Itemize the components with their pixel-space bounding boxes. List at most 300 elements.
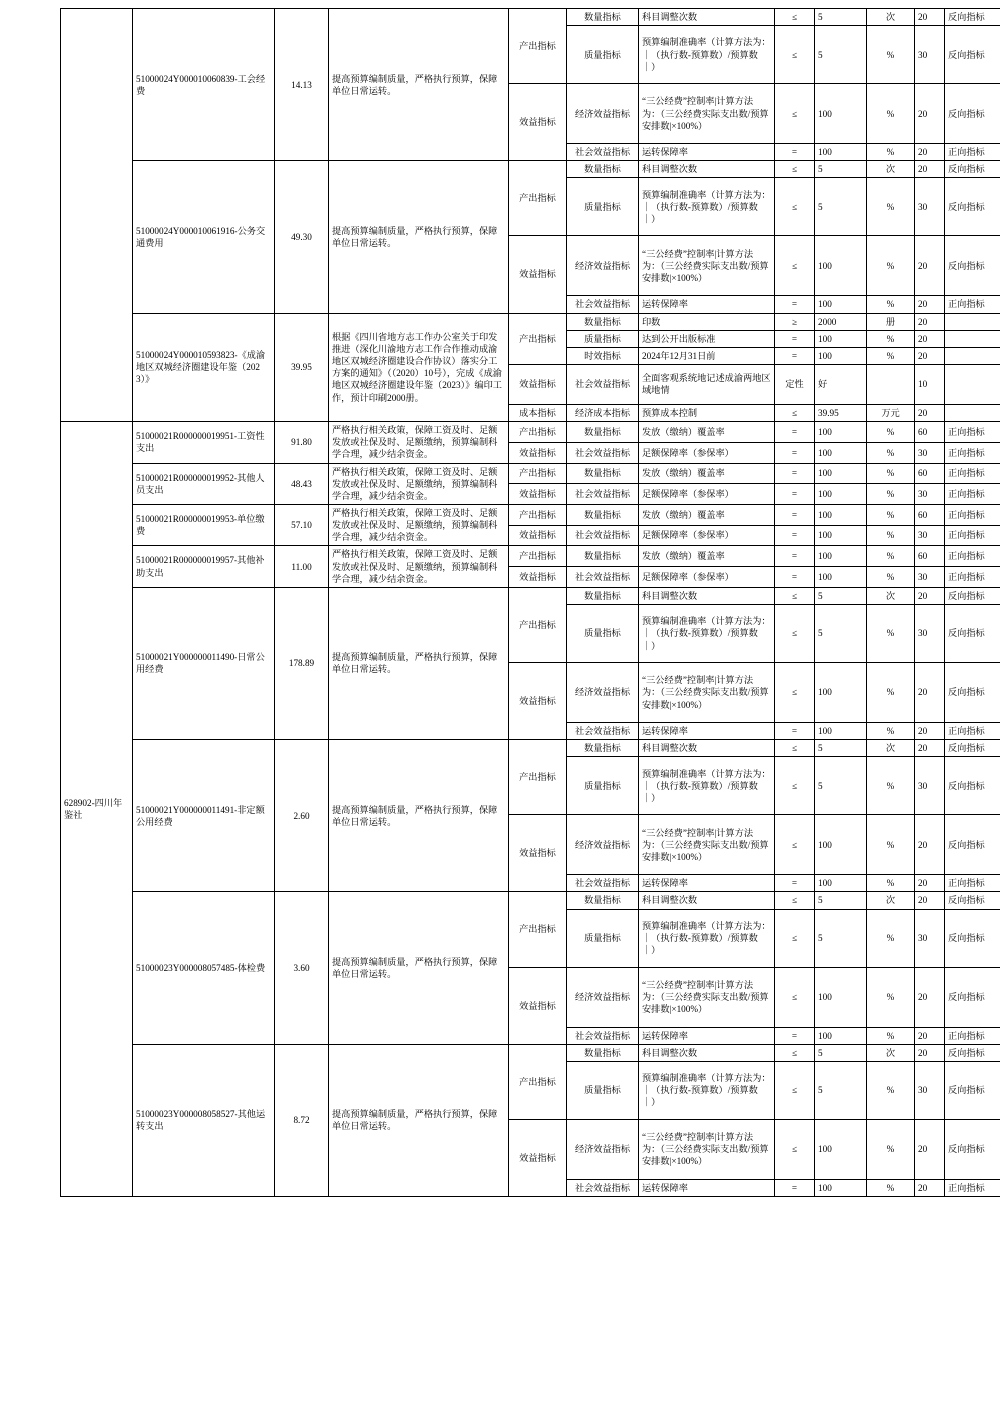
indicator-level2-cell: 数量指标 [567, 587, 639, 604]
indicator-unit-cell: % [867, 1119, 915, 1179]
indicator-unit-cell: 次 [867, 9, 915, 26]
project-goal-cell: 提高预算编制质量，严格执行预算，保障单位日常运转。 [329, 892, 509, 1044]
indicator-value-cell: 5 [815, 587, 867, 604]
indicator-symbol-cell: = [775, 442, 815, 463]
table-row [61, 313, 1000, 330]
organization-cell-blank [61, 9, 133, 422]
indicator-direction-cell: 正向指标 [945, 875, 1000, 892]
indicator-direction-cell: 反向指标 [945, 740, 1000, 757]
performance-indicator-table [60, 8, 1000, 1197]
indicator-level1-cell: 产出指标 [509, 504, 567, 525]
indicator-score-cell: 30 [915, 484, 945, 505]
indicator-direction-cell: 正向指标 [945, 722, 1000, 739]
indicator-value-cell: 5 [815, 1061, 867, 1119]
indicator-name-cell: 运转保障率 [639, 144, 775, 161]
organization-cell: 628902-四川年鉴社 [61, 422, 133, 1197]
project-goal-cell: 提高预算编制质量，严格执行预算，保障单位日常运转。 [329, 1044, 509, 1196]
indicator-direction-cell: 正向指标 [945, 1179, 1000, 1196]
project-code-cell: 51000021R000000019957-其他补助支出 [133, 546, 275, 587]
indicator-score-cell: 30 [915, 1061, 945, 1119]
project-code-cell: 51000024Y000010060839-工会经费 [133, 9, 275, 161]
indicator-symbol-cell: ≤ [775, 9, 815, 26]
indicator-level1-cell: 效益指标 [509, 662, 567, 739]
indicator-level1-cell: 效益指标 [509, 1119, 567, 1196]
indicator-name-cell: 运转保障率 [639, 722, 775, 739]
indicator-level1-cell: 效益指标 [509, 442, 567, 463]
indicator-score-cell: 30 [915, 178, 945, 236]
indicator-score-cell: 20 [915, 84, 945, 144]
indicator-symbol-cell: = [775, 484, 815, 505]
indicator-name-cell: 预算编制准确率（计算方法为：｜（执行数-预算数）/预算数｜） [639, 178, 775, 236]
indicator-level1-cell: 产出指标 [509, 546, 567, 567]
indicator-unit-cell: % [867, 1179, 915, 1196]
project-code-cell: 51000021R000000019951-工资性支出 [133, 422, 275, 463]
indicator-unit-cell [867, 364, 915, 404]
indicator-symbol-cell: ≤ [775, 892, 815, 909]
indicator-score-cell: 20 [915, 1027, 945, 1044]
indicator-level2-cell: 社会效益指标 [567, 1179, 639, 1196]
table-row [61, 892, 1000, 909]
indicator-name-cell: 科目调整次数 [639, 161, 775, 178]
indicator-level2-cell: 质量指标 [567, 604, 639, 662]
table-row [61, 546, 1000, 567]
indicator-direction-cell: 正向指标 [945, 504, 1000, 525]
project-amount-cell: 2.60 [275, 740, 329, 892]
indicator-score-cell: 10 [915, 364, 945, 404]
table-row [61, 1044, 1000, 1061]
indicator-score-cell: 20 [915, 815, 945, 875]
indicator-unit-cell: 次 [867, 587, 915, 604]
project-code-cell: 51000021R000000019952-其他人员支出 [133, 463, 275, 504]
indicator-direction-cell [945, 404, 1000, 421]
indicator-direction-cell: 反向指标 [945, 909, 1000, 967]
indicator-name-cell: 发放（缴纳）覆盖率 [639, 422, 775, 443]
indicator-level2-cell: 时效指标 [567, 347, 639, 364]
indicator-level2-cell: 社会效益指标 [567, 144, 639, 161]
indicator-unit-cell: % [867, 330, 915, 347]
indicator-name-cell: 足额保障率（参保率） [639, 567, 775, 588]
project-amount-cell: 57.10 [275, 504, 329, 545]
indicator-symbol-cell: ≤ [775, 1044, 815, 1061]
indicator-name-cell: 科目调整次数 [639, 740, 775, 757]
indicator-unit-cell: % [867, 84, 915, 144]
indicator-score-cell: 20 [915, 144, 945, 161]
indicator-symbol-cell: = [775, 296, 815, 313]
indicator-level2-cell: 社会效益指标 [567, 722, 639, 739]
indicator-direction-cell: 正向指标 [945, 1027, 1000, 1044]
table-row [61, 587, 1000, 604]
indicator-value-cell: 100 [815, 330, 867, 347]
indicator-value-cell: 100 [815, 546, 867, 567]
indicator-score-cell: 20 [915, 347, 945, 364]
project-code-cell: 51000024Y000010061916-公务交通费用 [133, 161, 275, 313]
indicator-unit-cell: 次 [867, 740, 915, 757]
indicator-direction-cell: 正向指标 [945, 442, 1000, 463]
project-code-cell: 51000021Y000000011490-日常公用经费 [133, 587, 275, 739]
indicator-name-cell: 预算编制准确率（计算方法为：｜（执行数-预算数）/预算数｜） [639, 26, 775, 84]
indicator-level2-cell: 数量指标 [567, 504, 639, 525]
indicator-score-cell: 20 [915, 587, 945, 604]
indicator-name-cell: 运转保障率 [639, 1179, 775, 1196]
indicator-level1-cell: 产出指标 [509, 9, 567, 84]
indicator-value-cell: 100 [815, 296, 867, 313]
indicator-name-cell: “三公经费”控制率|计算方法为：（三公经费实际支出数/预算安排数|×100%） [639, 662, 775, 722]
indicator-level2-cell: 经济效益指标 [567, 236, 639, 296]
indicator-name-cell: 科目调整次数 [639, 9, 775, 26]
indicator-score-cell: 30 [915, 567, 945, 588]
indicator-unit-cell: % [867, 662, 915, 722]
indicator-symbol-cell: ≤ [775, 604, 815, 662]
indicator-level2-cell: 经济效益指标 [567, 662, 639, 722]
indicator-symbol-cell: = [775, 347, 815, 364]
indicator-direction-cell [945, 313, 1000, 330]
indicator-score-cell: 60 [915, 546, 945, 567]
indicator-name-cell: 预算编制准确率（计算方法为：｜（执行数-预算数）/预算数｜） [639, 1061, 775, 1119]
table-row [61, 9, 1000, 26]
indicator-direction-cell: 反向指标 [945, 161, 1000, 178]
project-amount-cell: 91.80 [275, 422, 329, 463]
indicator-value-cell: 5 [815, 740, 867, 757]
indicator-value-cell: 100 [815, 422, 867, 443]
project-goal-cell: 严格执行相关政策，保障工资及时、足额发放或社保及时、足额缴纳，预算编制科学合理，减少结余资金。 [329, 422, 509, 463]
indicator-level2-cell: 数量指标 [567, 546, 639, 567]
indicator-score-cell: 20 [915, 967, 945, 1027]
indicator-symbol-cell: = [775, 875, 815, 892]
indicator-direction-cell: 正向指标 [945, 422, 1000, 443]
indicator-name-cell: 发放（缴纳）覆盖率 [639, 463, 775, 484]
indicator-name-cell: “三公经费”控制率|计算方法为：（三公经费实际支出数/预算安排数|×100%） [639, 236, 775, 296]
indicator-symbol-cell: ≤ [775, 404, 815, 421]
indicator-value-cell: 39.95 [815, 404, 867, 421]
indicator-unit-cell: 次 [867, 1044, 915, 1061]
indicator-level2-cell: 经济效益指标 [567, 84, 639, 144]
table-row [61, 463, 1000, 484]
indicator-score-cell: 20 [915, 1044, 945, 1061]
indicator-direction-cell: 反向指标 [945, 587, 1000, 604]
project-code-cell: 51000023Y000008058527-其他运转支出 [133, 1044, 275, 1196]
indicator-level1-cell: 产出指标 [509, 1044, 567, 1119]
indicator-direction-cell [945, 364, 1000, 404]
indicator-name-cell: 足额保障率（参保率） [639, 442, 775, 463]
indicator-symbol-cell: ≤ [775, 236, 815, 296]
indicator-value-cell: 5 [815, 26, 867, 84]
indicator-direction-cell: 反向指标 [945, 1061, 1000, 1119]
indicator-value-cell: 5 [815, 1044, 867, 1061]
indicator-unit-cell: % [867, 1027, 915, 1044]
indicator-value-cell: 100 [815, 1119, 867, 1179]
project-amount-cell: 14.13 [275, 9, 329, 161]
indicator-level2-cell: 质量指标 [567, 757, 639, 815]
project-goal-cell: 严格执行相关政策，保障工资及时、足额发放或社保及时、足额缴纳，预算编制科学合理，减少结余资金。 [329, 504, 509, 545]
indicator-score-cell: 30 [915, 604, 945, 662]
indicator-symbol-cell: ≤ [775, 909, 815, 967]
indicator-direction-cell: 反向指标 [945, 662, 1000, 722]
project-amount-cell: 48.43 [275, 463, 329, 504]
indicator-name-cell: 达到公开出版标准 [639, 330, 775, 347]
indicator-direction-cell: 反向指标 [945, 178, 1000, 236]
indicator-score-cell: 30 [915, 525, 945, 546]
indicator-level2-cell: 社会效益指标 [567, 296, 639, 313]
indicator-direction-cell: 反向指标 [945, 9, 1000, 26]
indicator-level1-cell: 产出指标 [509, 892, 567, 967]
indicator-level1-cell: 产出指标 [509, 587, 567, 662]
indicator-value-cell: 100 [815, 347, 867, 364]
indicator-symbol-cell: = [775, 546, 815, 567]
indicator-score-cell: 20 [915, 740, 945, 757]
indicator-name-cell: 发放（缴纳）覆盖率 [639, 504, 775, 525]
indicator-level2-cell: 社会效益指标 [567, 567, 639, 588]
indicator-direction-cell [945, 347, 1000, 364]
indicator-symbol-cell: ≤ [775, 757, 815, 815]
indicator-unit-cell: % [867, 909, 915, 967]
indicator-score-cell: 20 [915, 662, 945, 722]
indicator-direction-cell: 反向指标 [945, 815, 1000, 875]
indicator-name-cell: 科目调整次数 [639, 1044, 775, 1061]
indicator-level2-cell: 数量指标 [567, 1044, 639, 1061]
indicator-unit-cell: % [867, 967, 915, 1027]
indicator-level2-cell: 质量指标 [567, 909, 639, 967]
indicator-symbol-cell: = [775, 722, 815, 739]
indicator-unit-cell: 次 [867, 161, 915, 178]
indicator-unit-cell: 万元 [867, 404, 915, 421]
indicator-level1-cell: 效益指标 [509, 967, 567, 1044]
indicator-unit-cell: % [867, 422, 915, 443]
indicator-name-cell: 运转保障率 [639, 1027, 775, 1044]
indicator-direction-cell: 正向指标 [945, 463, 1000, 484]
indicator-score-cell: 20 [915, 722, 945, 739]
indicator-unit-cell: % [867, 484, 915, 505]
indicator-symbol-cell: = [775, 1027, 815, 1044]
indicator-level2-cell: 数量指标 [567, 463, 639, 484]
indicator-symbol-cell: ≤ [775, 26, 815, 84]
indicator-level2-cell: 社会效益指标 [567, 484, 639, 505]
indicator-name-cell: 预算编制准确率（计算方法为：｜（执行数-预算数）/预算数｜） [639, 757, 775, 815]
indicator-symbol-cell: ≤ [775, 84, 815, 144]
project-goal-cell: 提高预算编制质量，严格执行预算，保障单位日常运转。 [329, 587, 509, 739]
indicator-unit-cell: % [867, 525, 915, 546]
indicator-value-cell: 100 [815, 967, 867, 1027]
table-body [61, 9, 1000, 1197]
indicator-level2-cell: 数量指标 [567, 422, 639, 443]
indicator-level2-cell: 数量指标 [567, 9, 639, 26]
project-goal-cell: 提高预算编制质量，严格执行预算，保障单位日常运转。 [329, 9, 509, 161]
indicator-level2-cell: 经济效益指标 [567, 815, 639, 875]
indicator-value-cell: 100 [815, 463, 867, 484]
indicator-name-cell: 印数 [639, 313, 775, 330]
indicator-level2-cell: 经济效益指标 [567, 967, 639, 1027]
indicator-level1-cell: 产出指标 [509, 313, 567, 364]
indicator-value-cell: 5 [815, 909, 867, 967]
indicator-level1-cell: 效益指标 [509, 567, 567, 588]
project-code-cell: 51000021R000000019953-单位缴费 [133, 504, 275, 545]
indicator-level1-cell: 效益指标 [509, 525, 567, 546]
project-goal-cell: 提高预算编制质量，严格执行预算，保障单位日常运转。 [329, 740, 509, 892]
indicator-unit-cell: % [867, 442, 915, 463]
indicator-name-cell: “三公经费”控制率|计算方法为：（三公经费实际支出数/预算安排数|×100%） [639, 967, 775, 1027]
indicator-score-cell: 60 [915, 504, 945, 525]
indicator-symbol-cell: = [775, 422, 815, 443]
indicator-level2-cell: 经济成本指标 [567, 404, 639, 421]
indicator-score-cell: 20 [915, 296, 945, 313]
indicator-value-cell: 100 [815, 236, 867, 296]
indicator-level2-cell: 数量指标 [567, 892, 639, 909]
indicator-value-cell: 100 [815, 815, 867, 875]
project-amount-cell: 8.72 [275, 1044, 329, 1196]
indicator-direction-cell: 反向指标 [945, 892, 1000, 909]
indicator-value-cell: 100 [815, 504, 867, 525]
indicator-symbol-cell: = [775, 525, 815, 546]
indicator-score-cell: 20 [915, 9, 945, 26]
indicator-direction-cell: 正向指标 [945, 296, 1000, 313]
project-amount-cell: 178.89 [275, 587, 329, 739]
project-code-cell: 51000023Y000008057485-体检费 [133, 892, 275, 1044]
indicator-direction-cell: 反向指标 [945, 1119, 1000, 1179]
indicator-direction-cell: 反向指标 [945, 604, 1000, 662]
indicator-value-cell: 100 [815, 144, 867, 161]
project-amount-cell: 11.00 [275, 546, 329, 587]
indicator-symbol-cell: = [775, 330, 815, 347]
indicator-unit-cell: % [867, 178, 915, 236]
indicator-name-cell: “三公经费”控制率|计算方法为：（三公经费实际支出数/预算安排数|×100%） [639, 1119, 775, 1179]
table-row [61, 161, 1000, 178]
project-goal-cell: 严格执行相关政策，保障工资及时、足额发放或社保及时、足额缴纳，预算编制科学合理，减少结余资金。 [329, 463, 509, 504]
indicator-value-cell: 100 [815, 1027, 867, 1044]
indicator-value-cell: 100 [815, 875, 867, 892]
indicator-value-cell: 100 [815, 525, 867, 546]
indicator-symbol-cell: ≤ [775, 1061, 815, 1119]
project-goal-cell: 根据《四川省地方志工作办公室关于印发推进（深化川渝地方志工作合作推动成渝地区双城经济圈建设合作协议）落实分工方案的通知》（（2020）10号），完成《成渝地区双城经济圈建设年鉴（2023）》编印工作，预计印刷2000册。 [329, 313, 509, 422]
indicator-score-cell: 60 [915, 463, 945, 484]
indicator-score-cell: 30 [915, 26, 945, 84]
indicator-name-cell: 运转保障率 [639, 875, 775, 892]
indicator-level2-cell: 社会效益指标 [567, 364, 639, 404]
table-row [61, 422, 1000, 443]
indicator-score-cell: 20 [915, 161, 945, 178]
indicator-name-cell: 发放（缴纳）覆盖率 [639, 546, 775, 567]
indicator-symbol-cell: ≤ [775, 967, 815, 1027]
indicator-level1-cell: 效益指标 [509, 484, 567, 505]
indicator-unit-cell: 册 [867, 313, 915, 330]
indicator-score-cell: 20 [915, 875, 945, 892]
indicator-symbol-cell: = [775, 144, 815, 161]
indicator-score-cell: 30 [915, 757, 945, 815]
indicator-value-cell: 5 [815, 604, 867, 662]
indicator-name-cell: 全面客观系统地记述成渝两地区域地情 [639, 364, 775, 404]
indicator-direction-cell: 正向指标 [945, 525, 1000, 546]
indicator-value-cell: 5 [815, 892, 867, 909]
indicator-symbol-cell: ≥ [775, 313, 815, 330]
indicator-value-cell: 100 [815, 567, 867, 588]
table-row [61, 740, 1000, 757]
indicator-name-cell: 预算成本控制 [639, 404, 775, 421]
indicator-value-cell: 5 [815, 9, 867, 26]
indicator-score-cell: 30 [915, 442, 945, 463]
indicator-direction-cell: 反向指标 [945, 236, 1000, 296]
indicator-level2-cell: 质量指标 [567, 330, 639, 347]
project-code-cell: 51000021Y000000011491-非定额公用经费 [133, 740, 275, 892]
indicator-symbol-cell: ≤ [775, 740, 815, 757]
indicator-unit-cell: % [867, 604, 915, 662]
indicator-symbol-cell: ≤ [775, 815, 815, 875]
indicator-value-cell: 5 [815, 178, 867, 236]
project-amount-cell: 3.60 [275, 892, 329, 1044]
indicator-level2-cell: 质量指标 [567, 1061, 639, 1119]
indicator-value-cell: 100 [815, 722, 867, 739]
indicator-level1-cell: 效益指标 [509, 364, 567, 404]
indicator-level1-cell: 产出指标 [509, 422, 567, 443]
indicator-level2-cell: 数量指标 [567, 740, 639, 757]
indicator-direction-cell: 反向指标 [945, 26, 1000, 84]
project-goal-cell: 提高预算编制质量，严格执行预算，保障单位日常运转。 [329, 161, 509, 313]
indicator-symbol-cell: ≤ [775, 161, 815, 178]
indicator-direction-cell: 反向指标 [945, 84, 1000, 144]
indicator-value-cell: 100 [815, 84, 867, 144]
indicator-symbol-cell: ≤ [775, 662, 815, 722]
indicator-unit-cell: % [867, 296, 915, 313]
indicator-value-cell: 5 [815, 161, 867, 178]
indicator-unit-cell: % [867, 504, 915, 525]
indicator-unit-cell: % [867, 144, 915, 161]
indicator-value-cell: 好 [815, 364, 867, 404]
indicator-level1-cell: 效益指标 [509, 236, 567, 313]
indicator-name-cell: “三公经费”控制率|计算方法为：（三公经费实际支出数/预算安排数|×100%） [639, 815, 775, 875]
indicator-symbol-cell: 定性 [775, 364, 815, 404]
indicator-symbol-cell: = [775, 567, 815, 588]
indicator-direction-cell: 正向指标 [945, 567, 1000, 588]
indicator-direction-cell: 正向指标 [945, 484, 1000, 505]
indicator-unit-cell: % [867, 757, 915, 815]
project-code-cell: 51000024Y000010593823-《成渝地区双城经济圈建设年鉴（2023）》 [133, 313, 275, 422]
indicator-level2-cell: 质量指标 [567, 178, 639, 236]
indicator-value-cell: 5 [815, 757, 867, 815]
indicator-symbol-cell: ≤ [775, 1119, 815, 1179]
indicator-value-cell: 2000 [815, 313, 867, 330]
table-row [61, 504, 1000, 525]
indicator-unit-cell: % [867, 236, 915, 296]
indicator-unit-cell: % [867, 1061, 915, 1119]
indicator-unit-cell: % [867, 815, 915, 875]
indicator-unit-cell: % [867, 26, 915, 84]
indicator-score-cell: 20 [915, 236, 945, 296]
indicator-score-cell: 20 [915, 1179, 945, 1196]
indicator-direction-cell: 反向指标 [945, 757, 1000, 815]
indicator-score-cell: 60 [915, 422, 945, 443]
indicator-name-cell: 科目调整次数 [639, 587, 775, 604]
indicator-symbol-cell: ≤ [775, 178, 815, 236]
indicator-unit-cell: % [867, 463, 915, 484]
indicator-score-cell: 20 [915, 313, 945, 330]
indicator-symbol-cell: = [775, 504, 815, 525]
indicator-level2-cell: 社会效益指标 [567, 875, 639, 892]
indicator-value-cell: 100 [815, 1179, 867, 1196]
indicator-value-cell: 100 [815, 662, 867, 722]
indicator-level2-cell: 社会效益指标 [567, 525, 639, 546]
indicator-name-cell: 预算编制准确率（计算方法为：｜（执行数-预算数）/预算数｜） [639, 909, 775, 967]
indicator-score-cell: 30 [915, 909, 945, 967]
indicator-name-cell: 足额保障率（参保率） [639, 525, 775, 546]
indicator-value-cell: 100 [815, 442, 867, 463]
indicator-unit-cell: % [867, 722, 915, 739]
indicator-score-cell: 20 [915, 892, 945, 909]
indicator-level2-cell: 数量指标 [567, 313, 639, 330]
indicator-unit-cell: 次 [867, 892, 915, 909]
indicator-level1-cell: 成本指标 [509, 404, 567, 421]
indicator-name-cell: 预算编制准确率（计算方法为：｜（执行数-预算数）/预算数｜） [639, 604, 775, 662]
indicator-level1-cell: 产出指标 [509, 463, 567, 484]
indicator-name-cell: “三公经费”控制率|计算方法为：（三公经费实际支出数/预算安排数|×100%） [639, 84, 775, 144]
indicator-level2-cell: 社会效益指标 [567, 1027, 639, 1044]
indicator-direction-cell [945, 330, 1000, 347]
